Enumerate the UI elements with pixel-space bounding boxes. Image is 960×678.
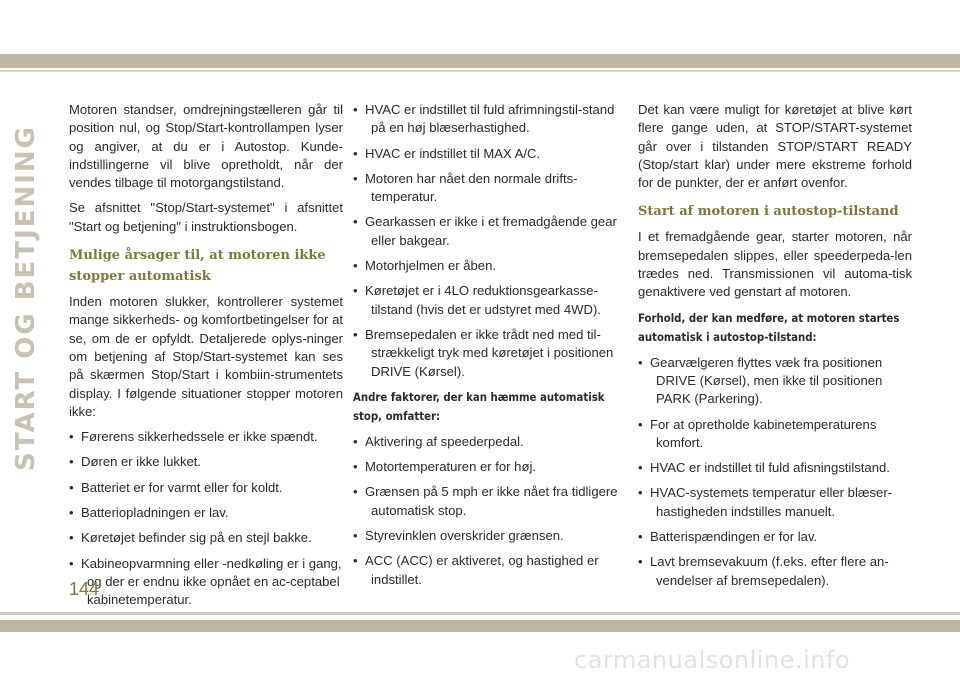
bullet-item: • Førerens sikkerhedssele er ikke spændt.	[69, 428, 343, 446]
bullet-item: • Motorhjelmen er åben.	[353, 257, 627, 275]
bullet-item: • Motortemperaturen er for høj.	[353, 458, 627, 476]
section-side-title: START OG BETJENING	[11, 125, 41, 471]
bullet-item: • Batterispændingen er for lav.	[638, 528, 912, 546]
bullet-item: • HVAC er indstillet til MAX A/C.	[353, 145, 627, 163]
bullet-item: • Døren er ikke lukket.	[69, 453, 343, 471]
page-number: 144	[69, 579, 100, 599]
paragraph: Inden motoren slukker, kontrollerer systemet mange sikkerheds- og komfortbetingelser for at se, om de er opfyldt. Detaljerede oplys-ninger om betjening af Stop/Start-systemet kan ses på skærmen Stop/Start i kombiin-strumentets display. I følgende situationer stopper motoren ikke:	[69, 294, 343, 419]
bullet-item: • Aktivering af speederpedal.	[353, 433, 627, 451]
header-rule	[0, 70, 960, 72]
footer-color-bar	[0, 620, 960, 632]
paragraph: Se afsnittet "Stop/Start-systemet" i afsnittet "Start og betjening" i instruktionsbogen.	[69, 200, 343, 234]
bullet-item: • HVAC er indstillet til fuld afisningstilstand.	[638, 459, 912, 477]
bullet-item: • Batteriopladningen er lav.	[69, 504, 343, 522]
bullet-item: • Køretøjet befinder sig på en stejl bakke.	[69, 529, 343, 547]
bullet-item: • Styrevinklen overskrider grænsen.	[353, 527, 627, 545]
column-2	[353, 101, 627, 596]
bullet-item: • Motoren har nået den normale drifts-temperatur.	[353, 170, 627, 207]
bullet-item: • For at opretholde kabinetemperaturens komfort.	[638, 416, 912, 453]
bullet-item: • Gearkassen er ikke i et fremadgående gear eller bakgear.	[353, 213, 627, 250]
bullet-item: • ACC (ACC) er aktiveret, og hastighed er indstillet.	[353, 552, 627, 589]
bullet-item: • Bremsepedalen er ikke trådt ned med til-strækkeligt tryk med køretøjet i positionen DRIVE (Kørsel).	[353, 326, 627, 381]
bullet-item: • HVAC-systemets temperatur eller blæser-hastigheden indstilles manuelt.	[638, 484, 912, 521]
footer-rule	[0, 612, 960, 615]
section-heading: Mulige årsager til, at motoren ikke stopper automatisk	[69, 248, 326, 285]
bullet-item: • Lavt bremsevakuum (f.eks. efter flere an-vendelser af bremsepedalen).	[638, 553, 912, 590]
watermark-text: carmanualsonline.info	[574, 646, 851, 674]
section-heading: Start af motoren i autostop-tilstand	[638, 204, 899, 220]
column-3	[638, 101, 912, 597]
paragraph: Motoren standser, omdrejningstælleren går til position nul, og Stop/Start-kontrollampen lyser og angiver, at du er i Autostop. Kunde-indstillingerne vil blive opretholdt, når der vendes tilbage til motorgangstilstand.	[69, 102, 343, 191]
bullet-item: • Batteriet er for varmt eller for koldt.	[69, 479, 343, 497]
bullet-item: • Køretøjet er i 4LO reduktionsgearkasse-tilstand (hvis det er udstyret med 4WD).	[353, 282, 627, 319]
bullet-item: • Kabineopvarmning eller -nedkøling er i gang, og der er endnu ikke opnået en ac-ceptabel kabinetemperatur.	[69, 555, 343, 610]
subheading: Forhold, der kan medføre, at motoren startes automatisk i autostop-tilstand:	[638, 311, 900, 345]
paragraph: I et fremadgående gear, starter motoren, når bremsepedalen slippes, eller speederpeda-len trædes ned. Transmissionen vil automa-tisk genaktivere ved genstart af motoren.	[638, 229, 912, 300]
bullet-item: • Gearvælgeren flyttes væk fra positionen DRIVE (Kørsel), men ikke til positionen PARK (Parkering).	[638, 354, 912, 409]
column-1	[69, 101, 343, 617]
bullet-item: • HVAC er indstillet til fuld afrimningstil-stand på en høj blæserhastighed.	[353, 101, 627, 138]
paragraph: Det kan være muligt for køretøjet at blive kørt flere gange uden, at STOP/START-systemet går over i tilstanden STOP/START READY (Stop/start klar) under mere ekstreme forhold for de punkter, der er anført ovenfor.	[638, 102, 912, 191]
subheading: Andre faktorer, der kan hæmme automatisk stop, omfatter:	[353, 390, 605, 424]
bullet-item: • Grænsen på 5 mph er ikke nået fra tidligere automatisk stop.	[353, 483, 627, 520]
header-color-bar	[0, 54, 960, 68]
